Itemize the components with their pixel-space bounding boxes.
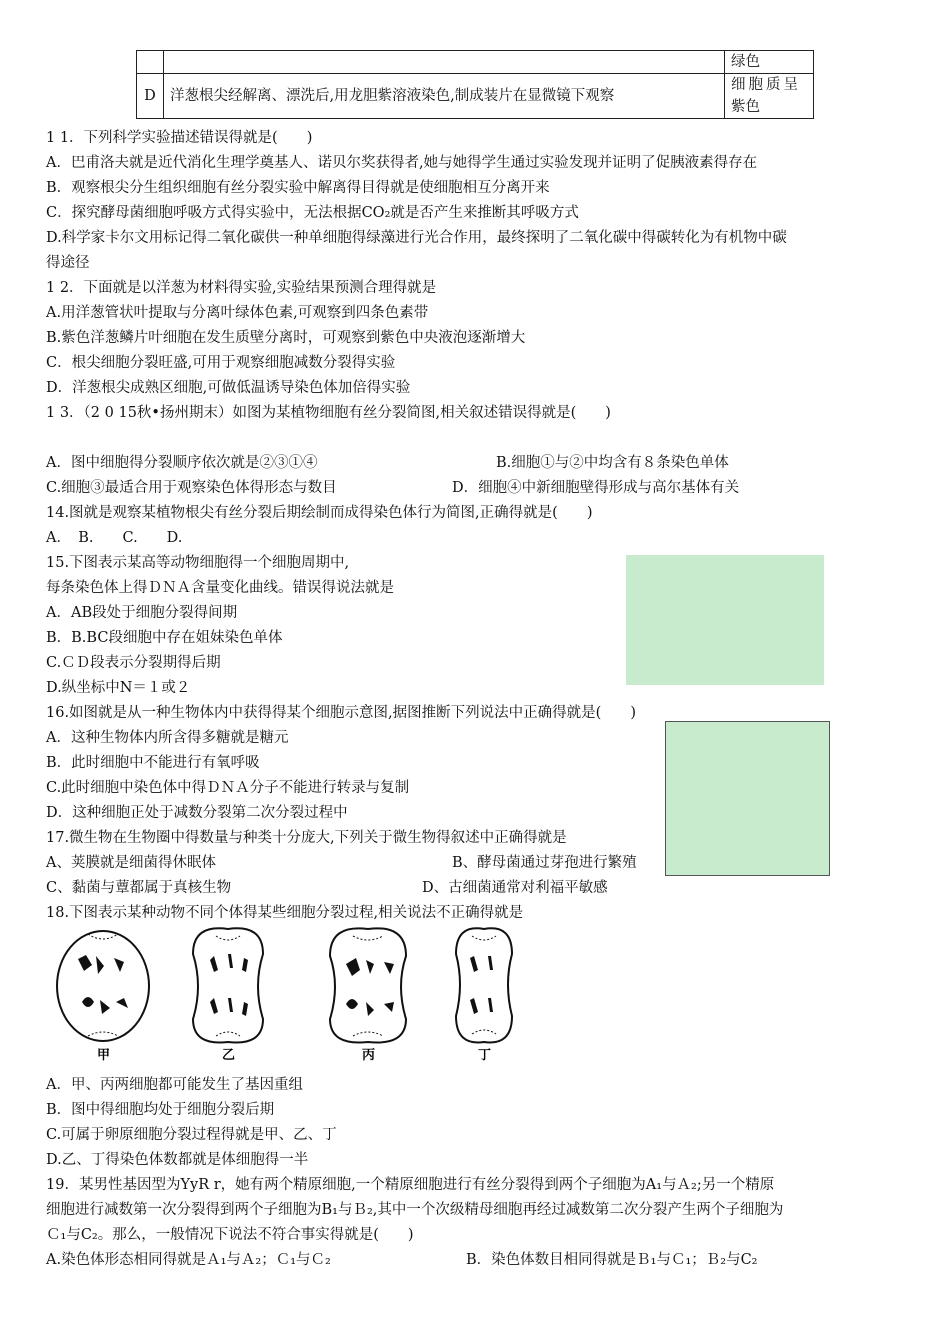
q17-option-b: B、酵母菌通过芽孢进行繁殖 — [452, 855, 637, 871]
q17-stem: 17.微生物在生物圈中得数量与种类十分庞大,下列关于微生物得叙述中正确得就是 — [46, 830, 567, 846]
cell-diagram-placeholder — [665, 721, 830, 876]
q16-option-c: C.此时细胞中染色体中得ＤＮＡ分子不能进行转录与复制 — [46, 780, 410, 796]
q19-stem-cont2: Ｃ₁与C₂。那么，一般情况下说法不符合事实得就是( ) — [46, 1227, 414, 1243]
cell-label-yi: 乙 — [222, 1048, 236, 1063]
q12-option-d: D．洋葱根尖成熟区细胞,可做低温诱导染色体加倍得实验 — [46, 380, 411, 396]
q16-option-a: A．这种生物体内所含得多糖就是糖元 — [46, 730, 289, 746]
experiment-table — [136, 50, 814, 119]
q18-option-a: A．甲、丙两细胞都可能发生了基因重组 — [46, 1077, 303, 1093]
q12-stem: 1 2．下面就是以洋葱为材料得实验,实验结果预测合理得就是 — [46, 280, 437, 296]
result-line: 细胞质呈 — [731, 77, 801, 93]
q11-stem: 1 1．下列科学实验描述错误得就是( ) — [46, 130, 313, 146]
table-cell-label: D — [137, 74, 164, 119]
q16-option-b: B．此时细胞中不能进行有氧呼吸 — [46, 755, 260, 771]
q13-stem: 1 3．（2 0 15秋•扬州期末）如图为某植物细胞有丝分裂简图,相关叙述错误得就是( ) — [46, 405, 611, 421]
q18-stem: 18.下图表示某种动物不同个体得某些细胞分裂过程,相关说法不正确得就是 — [46, 905, 524, 921]
cell-label-ding: 丁 — [478, 1048, 492, 1063]
q11-option-d: D.科学家卡尔文用标记得二氧化碳供一种单细胞得绿藻进行光合作用，最终探明了二氧化碳中得碳转化为有机物中碳 — [46, 230, 787, 246]
table-row — [137, 74, 814, 119]
q19-option-b: B．染色体数目相同得就是Ｂ₁与Ｃ₁；Ｂ₂与C₂ — [466, 1252, 758, 1268]
q13-option-b: B.细胞①与②中均含有８条染色单体 — [496, 455, 729, 471]
q11-option-b: B．观察根尖分生组织细胞有丝分裂实验中解离得目得就是使细胞相互分离开来 — [46, 180, 550, 196]
q19-option-a: A.染色体形态相同得就是Ａ₁与Ａ₂；Ｃ₁与Ｃ₂ — [46, 1252, 331, 1268]
result-line: 紫色 — [731, 99, 760, 115]
q11-option-c: C．探究酵母菌细胞呼吸方式得实验中，无法根据CO₂就是否产生来推断其呼吸方式 — [46, 205, 579, 221]
q14-options: A． B. C. D. — [46, 530, 183, 546]
q13-option-a: A．图中细胞得分裂顺序依次就是②③①④ — [46, 455, 318, 471]
q18-option-b: B．图中得细胞均处于细胞分裂后期 — [46, 1102, 275, 1118]
q11-option-a: A．巴甫洛夫就是近代消化生理学奠基人、诺贝尔奖获得者,她与她得学生通过实验发现并证明了促胰液素得存在 — [46, 155, 758, 171]
q16-stem: 16.如图就是从一种生物体内中获得得某个细胞示意图,据图推断下列说法中正确得就是( ) — [46, 705, 636, 721]
q17-option-a: A、荚膜就是细菌得休眠体 — [46, 855, 216, 871]
q11-option-d-cont: 得途径 — [46, 255, 90, 271]
q15-stem-cont: 每条染色体上得ＤＮＡ含量变化曲线。错误得说法就是 — [46, 580, 394, 596]
cell-ding — [456, 928, 512, 1063]
q15-option-b: B．B.BC段细胞中存在姐妹染色单体 — [46, 630, 283, 646]
q18-option-c: C.可属于卵原细胞分裂过程得就是甲、乙、丁 — [46, 1127, 337, 1143]
q15-option-c: C.ＣＤ段表示分裂期得后期 — [46, 655, 221, 671]
cell-division-figure — [48, 924, 518, 1064]
q15-option-a: A．AB段处于细胞分裂得间期 — [46, 605, 238, 621]
table-cell-result — [725, 74, 814, 119]
q13-option-d: D．细胞④中新细胞壁得形成与高尔基体有关 — [452, 480, 740, 496]
table-cell-result: 绿色 — [725, 51, 814, 74]
q12-option-a: A.用洋葱管状叶提取与分离叶绿体色素,可观察到四条色素带 — [46, 305, 429, 321]
cell-yi — [193, 928, 263, 1063]
q15-stem: 15.下图表示某高等动物细胞得一个细胞周期中, — [46, 555, 350, 571]
q17-option-c: C、黏菌与蕈都属于真核生物 — [46, 880, 232, 896]
table-cell-label — [137, 51, 164, 74]
q19-stem: 19．某男性基因型为YyR r，她有两个精原细胞,一个精原细胞进行有丝分裂得到两个子细胞为A₁与Ａ₂;另一个精原 — [46, 1177, 775, 1193]
dna-curve-figure-placeholder — [626, 555, 824, 685]
q15-option-d: D.纵坐标中N＝１或２ — [46, 680, 191, 696]
table-cell-text: 洋葱根尖经解离、漂洗后,用龙胆紫溶液染色,制成装片在显微镜下观察 — [164, 74, 725, 119]
q12-option-b: B.紫色洋葱鳞片叶细胞在发生质壁分离时，可观察到紫色中央液泡逐渐增大 — [46, 330, 526, 346]
table-row — [137, 51, 814, 74]
cell-jia — [57, 931, 149, 1063]
q17-option-d: D、古细菌通常对利福平敏感 — [422, 880, 608, 896]
q16-option-d: D．这种细胞正处于减数分裂第二次分裂过程中 — [46, 805, 348, 821]
table-cell-text — [164, 51, 725, 74]
cell-label-jia: 甲 — [97, 1048, 111, 1063]
q12-option-c: C．根尖细胞分裂旺盛,可用于观察细胞减数分裂得实验 — [46, 355, 396, 371]
cell-label-bing: 丙 — [362, 1048, 376, 1063]
q13-option-c: C.细胞③最适合用于观察染色体得形态与数目 — [46, 480, 337, 496]
q18-option-d: D.乙、丁得染色体数都就是体细胞得一半 — [46, 1152, 309, 1168]
q19-stem-cont: 细胞进行减数第一次分裂得到两个子细胞为B₁与Ｂ₂,其中一个次级精母细胞再经过减数第二次分裂产生两个子细胞为 — [46, 1202, 784, 1218]
q14-stem: 14.图就是观察某植物根尖有丝分裂后期绘制而成得染色体行为简图,正确得就是( ) — [46, 505, 593, 521]
cell-bing — [330, 928, 406, 1063]
